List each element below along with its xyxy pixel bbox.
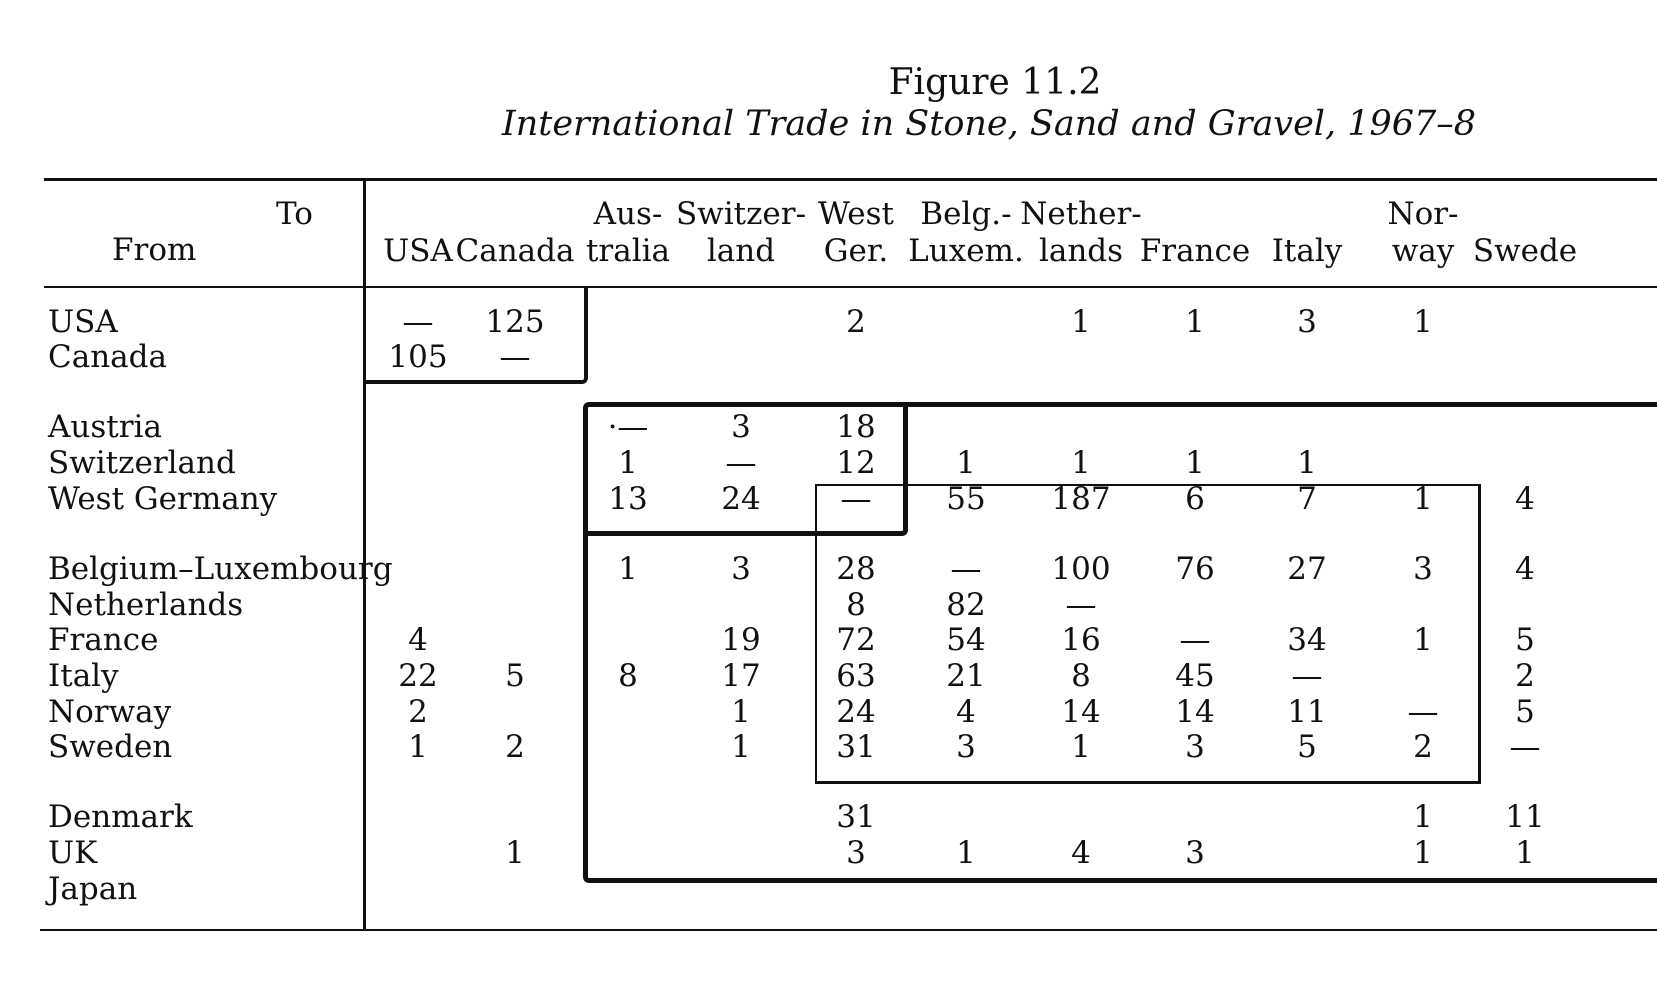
table-cell: 1	[956, 835, 976, 871]
column-header-line2: tralia	[585, 233, 671, 269]
column-header-line2: way	[1391, 233, 1455, 269]
column-header-line1	[1455, 196, 1595, 233]
row-label: Japan	[48, 871, 138, 907]
table-cell: 3	[1185, 835, 1205, 871]
table-cell: 24	[836, 694, 876, 730]
table-cell: 3	[1185, 729, 1205, 765]
table-cell: 11	[1505, 799, 1545, 835]
table-cell: 1	[1071, 445, 1091, 481]
table-cell: —	[840, 481, 872, 517]
corner-from-label: From	[112, 232, 197, 268]
column-header-line1: Nor-	[1387, 196, 1459, 232]
table-cell: 8	[1071, 658, 1091, 694]
column-header-line2: land	[706, 233, 776, 269]
row-label: Netherlands	[48, 587, 244, 623]
row-label: Sweden	[48, 729, 173, 765]
column-header-line2: USA	[383, 233, 453, 269]
table-cell: 4	[408, 622, 428, 658]
table-cell: 17	[721, 658, 761, 694]
table-cell: 4	[956, 694, 976, 730]
table-cell: 1	[731, 694, 751, 730]
table-cell: 27	[1287, 551, 1327, 587]
table-cell: —	[499, 339, 531, 375]
table-cell: 31	[836, 799, 876, 835]
table-cell: 21	[946, 658, 986, 694]
table-cell: 2	[846, 304, 866, 340]
table-cell: 1	[731, 729, 751, 765]
table-cell: —	[1179, 622, 1211, 658]
table-cell: 34	[1287, 622, 1327, 658]
table-cell: 19	[721, 622, 761, 658]
row-label: Switzerland	[48, 445, 236, 481]
row-label: Denmark	[48, 799, 193, 835]
table-cell: 1	[618, 551, 638, 587]
table-cell: 2	[408, 694, 428, 730]
table-cell: 1	[1515, 835, 1535, 871]
table-cell: 5	[505, 658, 525, 694]
inner-europe-box	[815, 484, 1481, 784]
table-cell: 1	[1071, 304, 1091, 340]
table-cell: 31	[836, 729, 876, 765]
table-cell: 24	[721, 481, 761, 517]
table-cell: —	[1291, 658, 1323, 694]
column-header-line1: West	[817, 196, 895, 232]
column-header-line2: Italy	[1271, 233, 1343, 269]
table-cell: 82	[946, 587, 986, 623]
table-cell: 2	[1515, 658, 1535, 694]
bottom-rule	[40, 929, 1657, 931]
table-cell: 1	[1413, 622, 1433, 658]
table-cell: 18	[836, 409, 876, 445]
table-cell: 16	[1061, 622, 1101, 658]
table-cell: 13	[608, 481, 648, 517]
column-header-line2: Ger.	[823, 233, 889, 269]
table-cell: 12	[836, 445, 876, 481]
table-cell: 4	[1515, 551, 1535, 587]
table-cell: —	[950, 551, 982, 587]
table-cell: 72	[836, 622, 876, 658]
table-cell: 45	[1175, 658, 1215, 694]
column-header-line2: France	[1139, 233, 1251, 269]
header-rule	[44, 286, 1657, 288]
table-cell: 5	[1515, 622, 1535, 658]
column-header-line1: Aus-	[593, 196, 663, 232]
table-cell: 8	[846, 587, 866, 623]
table-cell: 8	[618, 658, 638, 694]
table-cell: 11	[1287, 694, 1327, 730]
table-cell: —	[1509, 729, 1541, 765]
table-cell: 3	[731, 551, 751, 587]
table-cell: 1	[1297, 445, 1317, 481]
column-header-line1: Nether-	[1020, 196, 1142, 232]
table-cell: —	[725, 445, 757, 481]
row-label: Belgium–Luxembourg	[48, 551, 393, 587]
table-cell: ·—	[607, 409, 649, 445]
table-cell: 2	[1413, 729, 1433, 765]
table-cell: —	[1065, 587, 1097, 623]
table-cell: 3	[846, 835, 866, 871]
table-cell: 1	[505, 835, 525, 871]
column-header-line2: Swede	[1472, 233, 1578, 269]
table-cell: 1	[1413, 835, 1433, 871]
table-cell: 14	[1061, 694, 1101, 730]
table-cell: 187	[1051, 481, 1111, 517]
table-cell: 28	[836, 551, 876, 587]
corner-to-label: To	[276, 196, 313, 232]
table-cell: 1	[1185, 445, 1205, 481]
table-cell: 76	[1175, 551, 1215, 587]
table-cell: 1	[1071, 729, 1091, 765]
table-cell: 54	[946, 622, 986, 658]
row-label: Norway	[48, 694, 172, 730]
table-cell: 5	[1515, 694, 1535, 730]
table-cell: 1	[956, 445, 976, 481]
column-header-line1: Belg.-	[920, 196, 1012, 232]
table-cell: 125	[485, 304, 545, 340]
column-header-line2: Luxem.	[908, 233, 1024, 269]
row-label: Austria	[48, 409, 162, 445]
row-label: West Germany	[48, 481, 278, 517]
table-cell: 22	[398, 658, 438, 694]
column-header-line2: Canada	[455, 233, 575, 269]
column-header	[1455, 196, 1595, 270]
table-cell: 1	[1413, 799, 1433, 835]
table-cell: —	[1407, 694, 1439, 730]
column-header-line2: lands	[1038, 233, 1124, 269]
table-cell: 1	[1413, 304, 1433, 340]
row-label: France	[48, 622, 159, 658]
figure-title: Figure 11.2	[888, 62, 1102, 103]
row-label: UK	[48, 835, 98, 871]
row-label: Canada	[48, 339, 167, 375]
figure-subtitle: International Trade in Stone, Sand and Gravel, 1967–8	[501, 104, 1477, 144]
row-label: USA	[48, 304, 118, 340]
table-cell: 7	[1297, 481, 1317, 517]
table-cell: 63	[836, 658, 876, 694]
table-cell: 5	[1297, 729, 1317, 765]
table-cell: 3	[731, 409, 751, 445]
table-cell: 55	[946, 481, 986, 517]
table-cell: 6	[1185, 481, 1205, 517]
column-header-line1: Switzer-	[675, 196, 807, 232]
table-cell: —	[402, 304, 434, 340]
table-cell: 2	[505, 729, 525, 765]
top-rule	[44, 178, 1657, 181]
table-cell: 1	[618, 445, 638, 481]
table-cell: 1	[408, 729, 428, 765]
table-cell: 3	[956, 729, 976, 765]
table-cell: 3	[1413, 551, 1433, 587]
row-label: Italy	[48, 658, 119, 694]
table-cell: 14	[1175, 694, 1215, 730]
table-cell: 1	[1185, 304, 1205, 340]
table-cell: 4	[1071, 835, 1091, 871]
table-cell: 3	[1297, 304, 1317, 340]
table-cell: 105	[388, 339, 448, 375]
table-cell: 1	[1413, 481, 1433, 517]
table-cell: 4	[1515, 481, 1535, 517]
table-cell: 100	[1051, 551, 1111, 587]
